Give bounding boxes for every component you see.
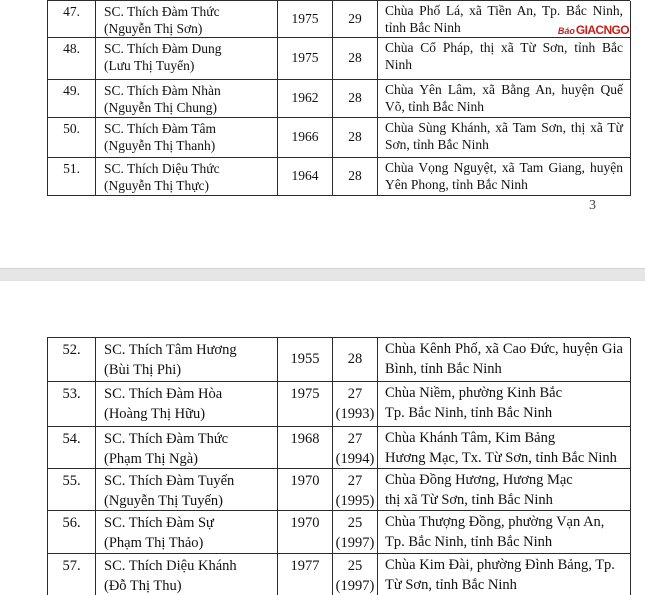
age-cell xyxy=(333,118,378,158)
row-number: 57. xyxy=(62,558,81,574)
address-line: Chùa Thượng Đồng, phường Vạn An, xyxy=(385,514,605,530)
row-number-cell xyxy=(48,118,96,158)
name-cell xyxy=(96,554,278,595)
year-value: 1970 xyxy=(290,473,320,489)
row-number-cell xyxy=(48,80,96,118)
name-cell xyxy=(96,158,278,196)
year-cell xyxy=(278,469,333,511)
name-line: SC. Thích Đàm Thức xyxy=(104,4,220,19)
row-number: 53. xyxy=(62,386,81,402)
age-line: (1993) xyxy=(335,405,375,422)
row-number: 48. xyxy=(63,41,80,56)
age-line: 28 xyxy=(347,350,363,367)
address-line: Chùa Phố Lá, xã Tiền An, Tp. Bắc Ninh, tỉnh Bắc Ninh xyxy=(385,3,623,35)
address-line: Tp. Bắc Ninh, tỉnh Bắc Ninh xyxy=(385,404,553,421)
row-number: 51. xyxy=(63,161,80,176)
age-cell xyxy=(333,554,378,595)
name-cell xyxy=(96,511,278,554)
address-line: Tp. Bắc Ninh, tỉnh Bắc Ninh xyxy=(385,533,553,550)
year-cell xyxy=(278,80,333,118)
name-line: (Nguyễn Thị Thanh) xyxy=(104,137,216,153)
name-cell xyxy=(96,38,278,80)
age-cell xyxy=(333,427,378,469)
name-line: SC. Thích Diệu Thức xyxy=(104,161,220,176)
address-line: Chùa Sùng Khánh, xã Tam Sơn, thị xã Từ Sơn, tỉnh Bắc Ninh xyxy=(385,120,623,152)
address-line: Chùa Niềm, phường Kinh Bắc xyxy=(385,385,563,401)
year-value: 1975 xyxy=(291,10,319,26)
name-cell xyxy=(96,118,278,158)
row-number-cell xyxy=(48,338,96,382)
year-cell xyxy=(278,511,333,554)
age-cell xyxy=(333,80,378,118)
name-line: (Hoàng Thị Hữu) xyxy=(104,405,206,422)
age-line: 28 xyxy=(348,168,362,184)
row-number: 54. xyxy=(62,431,81,447)
name-cell xyxy=(96,469,278,511)
row-number-cell xyxy=(48,1,96,38)
address-line: Hương Mạc, Tx. Từ Sơn, tỉnh Bắc Ninh xyxy=(385,449,617,466)
age-line: 25 xyxy=(347,515,363,531)
address-line: Chùa Yên Lâm, xã Bằng An, huyện Quế Võ, tỉnh Bắc Ninh xyxy=(385,82,623,114)
year-value: 1975 xyxy=(290,386,320,402)
giacngo-watermark xyxy=(558,21,629,39)
age-line: 28 xyxy=(348,90,362,106)
age-line: 27 xyxy=(347,473,363,489)
year-value: 1975 xyxy=(291,50,319,66)
address-line: Chùa Khánh Tâm, Kim Bảng xyxy=(385,430,556,446)
name-line: (Phạm Thị Thảo) xyxy=(104,534,204,551)
year-value: 1964 xyxy=(291,168,319,184)
name-line: SC. Thích Đàm Thức xyxy=(104,431,229,447)
address-line: Chùa Kênh Phố, xã Cao Đức, huyện Gia Bình, tỉnh Bắc Ninh xyxy=(385,341,623,377)
age-cell xyxy=(333,469,378,511)
age-cell xyxy=(333,382,378,427)
row-number-cell xyxy=(48,38,96,80)
name-cell xyxy=(96,338,278,382)
age-line: (1997) xyxy=(335,534,375,551)
year-value: 1962 xyxy=(291,90,319,106)
age-cell xyxy=(333,38,378,80)
name-line: SC. Thích Diệu Khánh xyxy=(104,558,237,574)
year-cell xyxy=(278,382,333,427)
year-cell xyxy=(278,158,333,196)
age-cell xyxy=(333,338,378,382)
address-line: thị xã Từ Sơn, tỉnh Bắc Ninh xyxy=(385,491,553,508)
address-cell xyxy=(378,554,631,595)
year-cell xyxy=(278,1,333,38)
row-number: 55. xyxy=(62,473,81,489)
name-line: SC. Thích Tâm Hương xyxy=(104,342,237,358)
age-cell xyxy=(333,158,378,196)
page-separator xyxy=(0,268,645,281)
year-cell xyxy=(278,338,333,382)
name-cell xyxy=(96,382,278,427)
name-line: SC. Thích Đàm Hòa xyxy=(104,386,223,402)
age-line: (1995) xyxy=(335,492,375,509)
row-number: 49. xyxy=(63,83,80,98)
address-line: Chùa Đồng Hương, Hương Mạc xyxy=(385,472,573,488)
row-number-cell xyxy=(48,469,96,511)
address-cell xyxy=(378,338,631,382)
address-cell xyxy=(378,118,631,158)
row-number: 50. xyxy=(63,121,80,136)
year-value: 1955 xyxy=(290,350,320,367)
name-line: (Nguyễn Thị Thực) xyxy=(104,177,210,193)
year-cell xyxy=(278,38,333,80)
age-line: 29 xyxy=(348,10,362,26)
year-value: 1970 xyxy=(290,515,320,531)
row-number-cell xyxy=(48,382,96,427)
age-line: (1994) xyxy=(335,450,375,467)
age-cell xyxy=(333,511,378,554)
name-line: (Bùi Thị Phi) xyxy=(104,361,182,378)
year-cell xyxy=(278,554,333,595)
name-cell xyxy=(96,80,278,118)
row-number: 56. xyxy=(62,515,81,531)
address-cell xyxy=(378,427,631,469)
name-line: (Phạm Thị Ngà) xyxy=(104,450,198,467)
watermark-main-label: GIACNGO xyxy=(575,23,629,37)
age-line: 28 xyxy=(348,129,362,145)
address-line: Chùa Cổ Pháp, thị xã Từ Sơn, tỉnh Bắc Ninh xyxy=(385,40,623,72)
nuns-table-page3 xyxy=(47,0,630,196)
year-value: 1966 xyxy=(291,129,319,145)
name-line: SC. Thích Đàm Tâm xyxy=(104,121,216,136)
year-value: 1968 xyxy=(290,431,320,447)
nuns-table-page4 xyxy=(47,337,630,595)
name-cell xyxy=(96,427,278,469)
year-cell xyxy=(278,118,333,158)
address-cell xyxy=(378,382,631,427)
age-line: 27 xyxy=(347,386,363,402)
name-line: SC. Thích Đàm Nhàn xyxy=(104,83,221,98)
row-number: 47. xyxy=(63,4,80,19)
name-line: SC. Thích Đàm Dung xyxy=(104,41,222,56)
name-line: (Nguyễn Thị Tuyến) xyxy=(104,492,223,509)
row-number-cell xyxy=(48,427,96,469)
age-line: 25 xyxy=(347,558,363,574)
age-line: (1997) xyxy=(335,577,375,594)
row-number: 52. xyxy=(62,342,81,358)
age-cell xyxy=(333,1,378,38)
age-line: 28 xyxy=(348,50,362,66)
age-line: 27 xyxy=(347,431,363,447)
row-number-cell xyxy=(48,511,96,554)
name-line: (Nguyễn Thị Sơn) xyxy=(104,20,203,36)
address-cell xyxy=(378,158,631,196)
name-line: SC. Thích Đàm Sự xyxy=(104,515,214,531)
address-cell xyxy=(378,80,631,118)
row-number-cell xyxy=(48,158,96,196)
address-line: Chùa Kim Đài, phường Đình Bảng, Tp. xyxy=(385,557,615,573)
address-cell xyxy=(378,511,631,554)
name-line: (Lưu Thị Tuyển) xyxy=(104,57,195,73)
watermark-prefix-label: Báo xyxy=(557,26,575,36)
name-line: (Đỗ Thị Thu) xyxy=(104,577,182,594)
address-line: Chùa Vọng Nguyệt, xã Tam Giang, huyện Yên Phong, tỉnh Bắc Ninh xyxy=(385,160,623,192)
year-cell xyxy=(278,427,333,469)
name-line: SC. Thích Đàm Tuyến xyxy=(104,473,235,489)
name-line: (Nguyễn Thị Chung) xyxy=(104,99,217,115)
page-number: 3 xyxy=(589,198,596,213)
name-cell xyxy=(96,1,278,38)
address-line: Từ Sơn, tỉnh Bắc Ninh xyxy=(385,576,517,593)
year-value: 1977 xyxy=(290,558,320,574)
address-cell xyxy=(378,469,631,511)
row-number-cell xyxy=(48,554,96,595)
address-cell xyxy=(378,38,631,80)
